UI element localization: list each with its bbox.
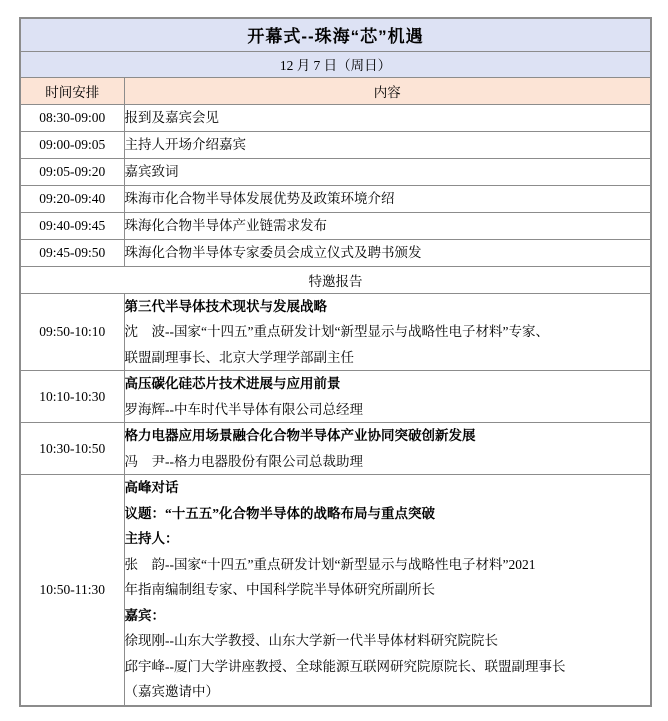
content-cell (124, 371, 651, 423)
content-cell (124, 475, 651, 706)
schedule-row (20, 131, 651, 158)
column-header-content: 内容 (124, 77, 651, 104)
content-line: 主持人开场介绍嘉宾 (124, 136, 246, 152)
time-cell: 10:50-11:30 (20, 475, 124, 706)
content-line: 沈 波--国家“十四五”重点研发计划“新型显示与战略性电子材料”专家、 (124, 324, 549, 339)
schedule-row (20, 212, 651, 239)
content-line: 格力电器应用场景融合化合物半导体产业协同突破创新发展 (124, 428, 476, 443)
section-header: 特邀报告 (20, 266, 651, 293)
time-cell: 09:50-10:10 (20, 293, 124, 371)
content-line: （嘉宾邀请中） (124, 684, 219, 699)
content-cell (124, 158, 651, 185)
content-line: 报到及嘉宾会见 (124, 109, 219, 125)
time-cell: 09:40-09:45 (20, 212, 124, 239)
schedule-row (20, 104, 651, 131)
content-cell (124, 212, 651, 239)
title-row (20, 18, 651, 51)
page-title: 开幕式--珠海“芯”机遇 (20, 18, 651, 51)
content-line: 邱宇峰--厦门大学讲座教授、全球能源互联网研究院原院长、联盟副理事长 (124, 658, 566, 674)
content-line: 第三代半导体技术现状与发展战略 (124, 298, 327, 314)
time-cell: 09:45-09:50 (20, 239, 124, 266)
schedule-body (20, 104, 651, 706)
date-row (20, 51, 651, 77)
time-cell: 08:30-09:00 (20, 104, 124, 131)
content-line: 主持人： (124, 531, 179, 546)
content-line: 高压碳化硅芯片技术进展与应用前景 (124, 376, 341, 391)
date-label: 12 月 7 日（周日） (20, 51, 651, 77)
schedule-row (20, 293, 651, 371)
schedule-row (20, 423, 651, 475)
content-line: 冯 尹--格力电器股份有限公司总裁助理 (124, 453, 363, 469)
schedule-table (19, 17, 652, 707)
content-line: 珠海市化合物半导体发展优势及政策环境介绍 (124, 190, 395, 206)
column-header-time: 时间安排 (20, 77, 124, 104)
schedule-row (20, 239, 651, 266)
content-cell (124, 293, 651, 371)
content-cell (124, 239, 651, 266)
content-line: 嘉宾： (124, 607, 165, 623)
time-cell: 09:00-09:05 (20, 131, 124, 158)
content-line: 年指南编制组专家、中国科学院半导体研究所副所长 (124, 582, 435, 597)
content-line: 高峰对话 (124, 480, 179, 495)
schedule-row (20, 185, 651, 212)
schedule-row (20, 475, 651, 706)
time-cell: 10:10-10:30 (20, 371, 124, 423)
content-line: 联盟副理事长、北京大学理学部副主任 (124, 349, 354, 365)
content-line: 珠海化合物半导体产业链需求发布 (124, 217, 327, 233)
section-row (20, 266, 651, 293)
content-line: 罗海辉--中车时代半导体有限公司总经理 (124, 401, 363, 417)
schedule-row (20, 158, 651, 185)
content-line: 徐现刚--山东大学教授、山东大学新一代半导体材料研究院院长 (124, 633, 498, 648)
column-header-row (20, 77, 651, 104)
content-cell (124, 185, 651, 212)
content-line: 珠海化合物半导体专家委员会成立仪式及聘书颁发 (124, 244, 422, 260)
schedule-row (20, 371, 651, 423)
time-cell: 09:05-09:20 (20, 158, 124, 185)
time-cell: 09:20-09:40 (20, 185, 124, 212)
content-line: 议题：“十五五”化合物半导体的战略布局与重点突破 (124, 505, 435, 521)
content-cell (124, 131, 651, 158)
time-cell: 10:30-10:50 (20, 423, 124, 475)
content-cell (124, 104, 651, 131)
content-line: 张 韵--国家“十四五”重点研发计划“新型显示与战略性电子材料”2021 (124, 556, 536, 572)
content-line: 嘉宾致词 (124, 163, 179, 179)
content-cell (124, 423, 651, 475)
